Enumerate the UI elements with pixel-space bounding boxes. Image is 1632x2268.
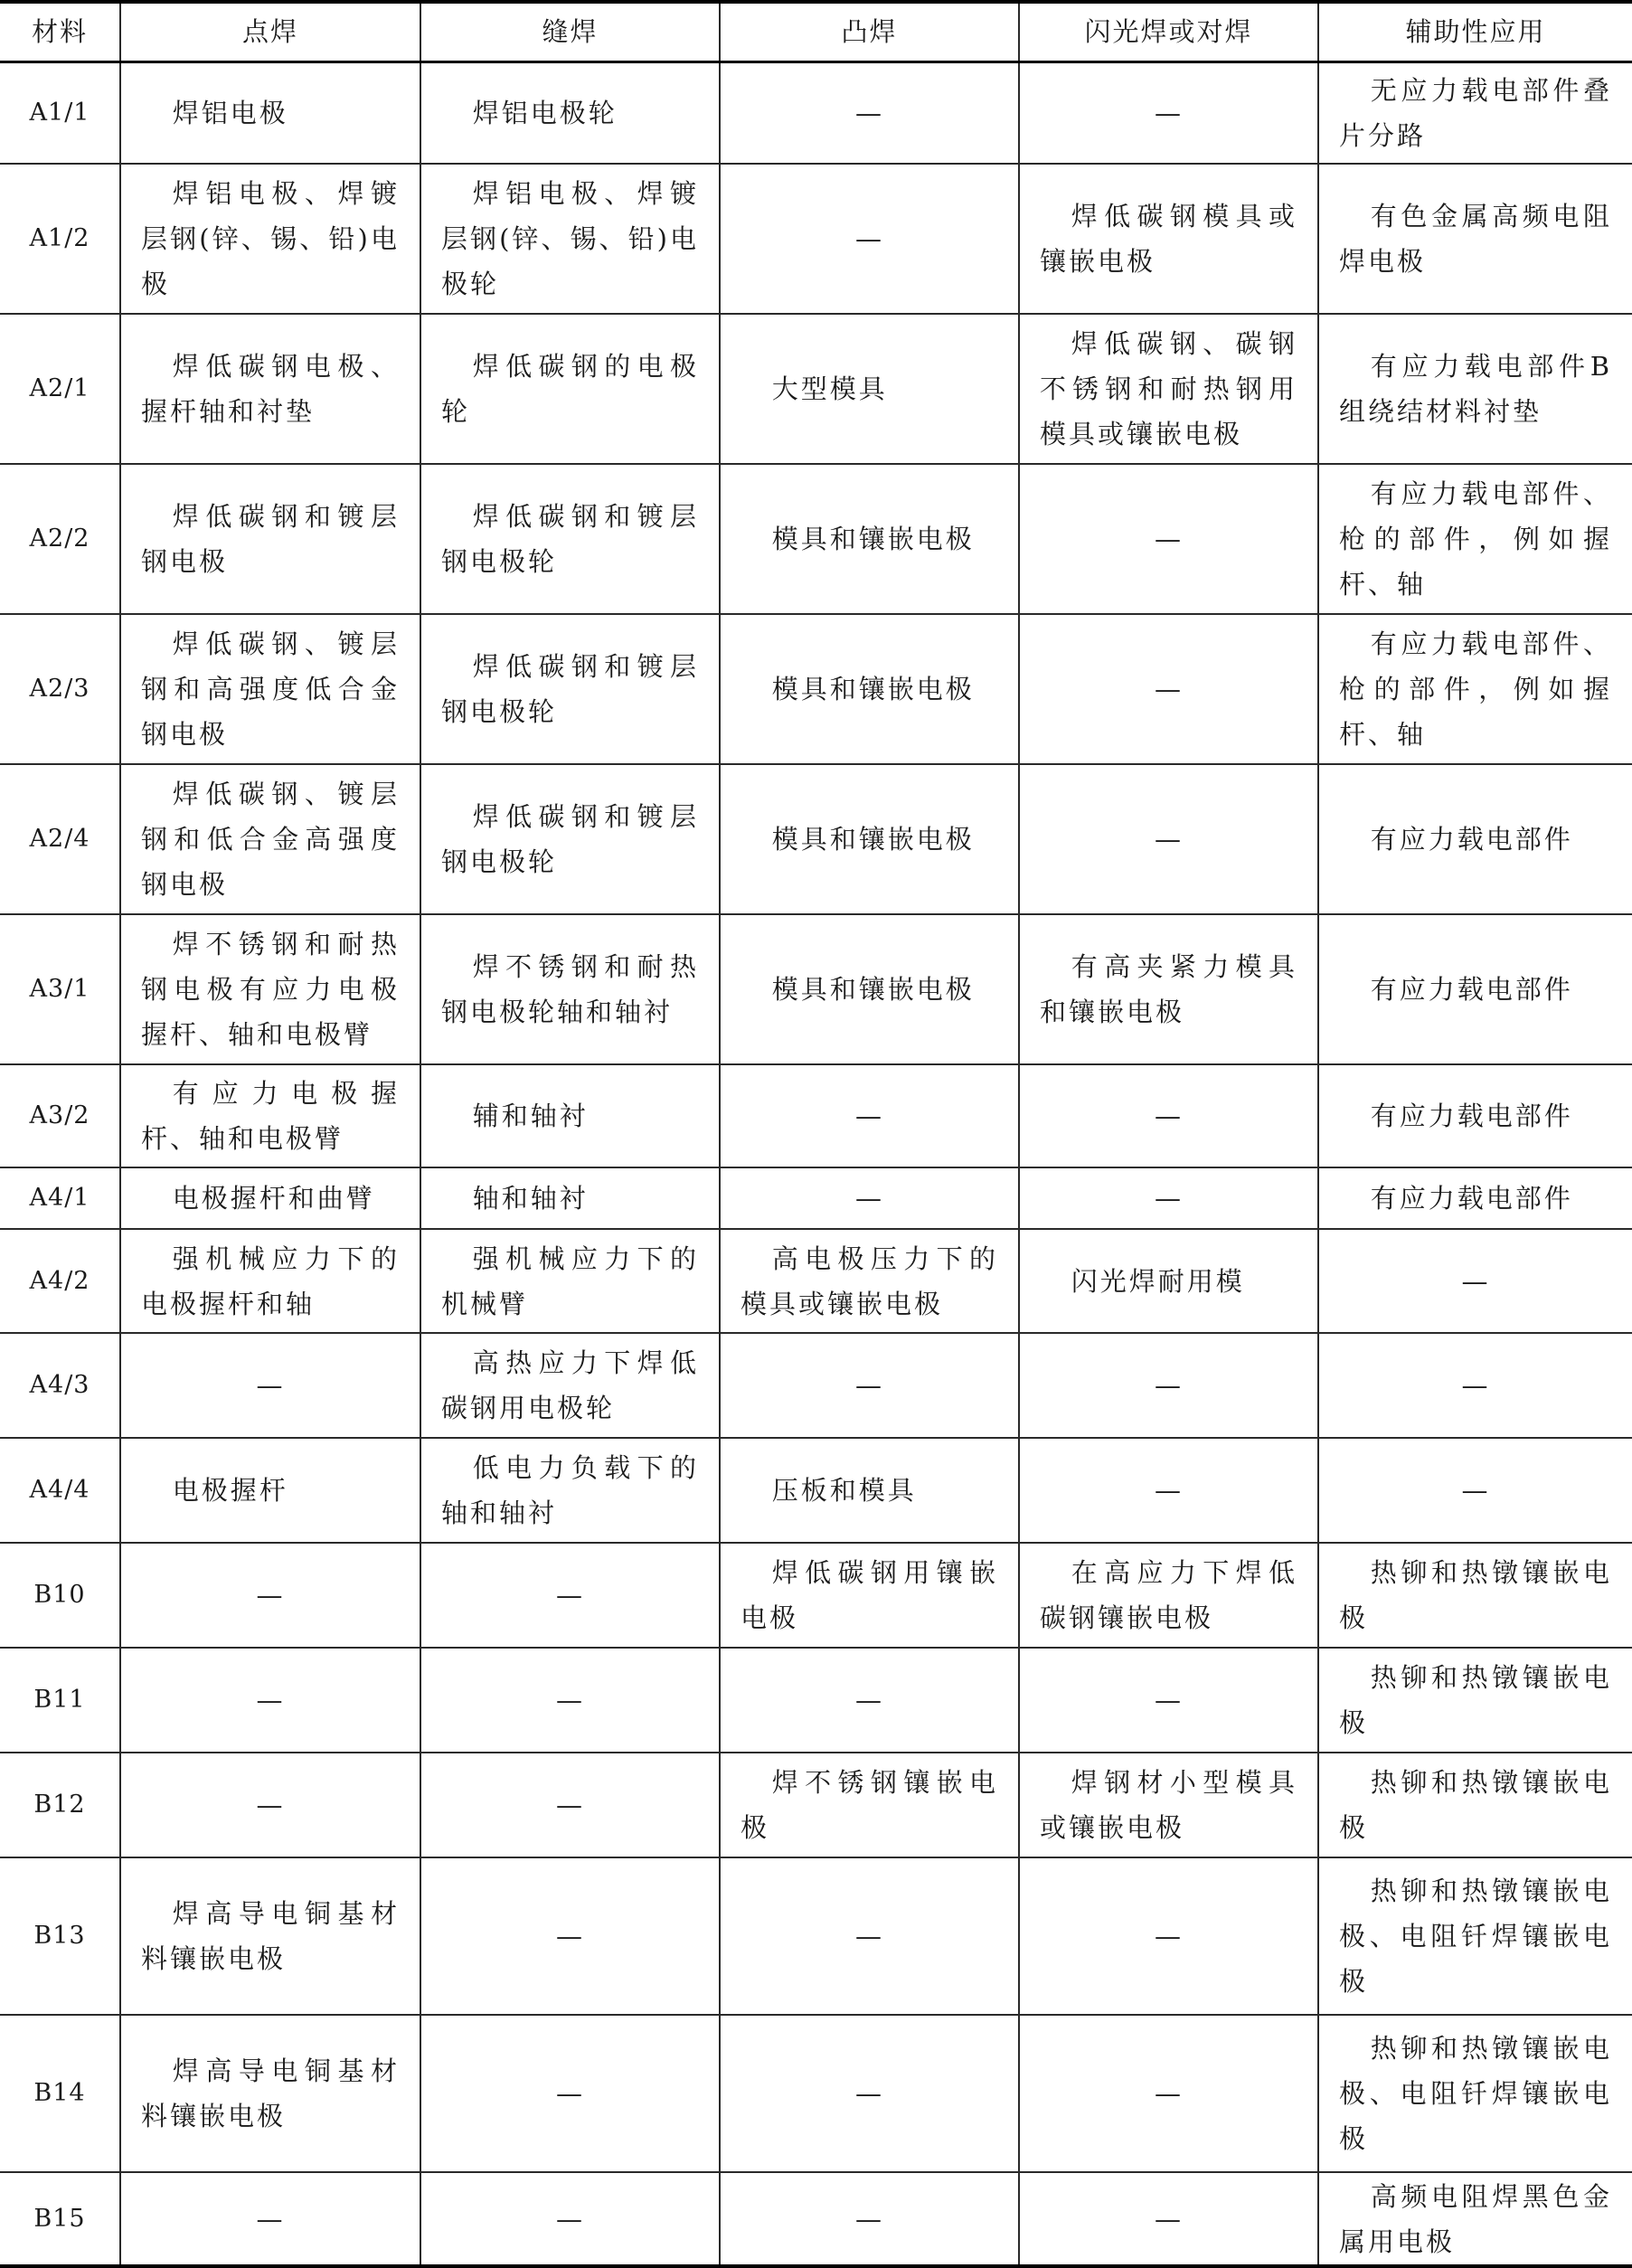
cell-projection-welding — [720, 614, 1019, 764]
header-auxiliary-application: 辅助性应用 — [1318, 2, 1632, 61]
cell-text: 焊高导电铜基材料镶嵌电极 — [141, 1898, 400, 1974]
cell-text: 焊高导电铜基材料镶嵌电极 — [141, 2055, 400, 2131]
cell-material: B10 — [0, 1543, 120, 1648]
cell-material: B13 — [0, 1857, 120, 2015]
cell-text: 焊低碳钢的电极轮 — [441, 351, 699, 427]
cell-seam-welding — [420, 1333, 720, 1438]
cell-projection-welding — [720, 764, 1019, 914]
cell-seam-welding — [420, 61, 720, 164]
cell-flash-butt-welding: — — [1019, 1333, 1318, 1438]
cell-text: 电极握杆 — [172, 1475, 288, 1506]
cell-text: 模具和镶嵌电极 — [771, 524, 975, 554]
cell-text: 在高应力下焊低碳钢镶嵌电极 — [1040, 1557, 1297, 1633]
cell-projection-welding: — — [720, 1064, 1019, 1167]
cell-projection-welding: — — [720, 2015, 1019, 2172]
cell-seam-welding — [420, 914, 720, 1064]
cell-flash-butt-welding: — — [1019, 1064, 1318, 1167]
cell-seam-welding — [420, 1167, 720, 1229]
cell-text: 压板和模具 — [771, 1475, 917, 1506]
cell-text: 有应力载电部件 — [1370, 974, 1573, 1005]
cell-spot-welding: — — [120, 1753, 420, 1857]
cell-flash-butt-welding: — — [1019, 1648, 1318, 1753]
cell-text: 热铆和热镦镶嵌电极 — [1339, 1662, 1612, 1738]
cell-material: A2/2 — [0, 464, 120, 614]
cell-spot-welding — [120, 464, 420, 614]
table-row — [0, 914, 1632, 1064]
cell-text: 有高夹紧力模具和镶嵌电极 — [1040, 951, 1297, 1027]
cell-seam-welding: — — [420, 1753, 720, 1857]
cell-auxiliary-application — [1318, 2172, 1632, 2266]
cell-material: A2/4 — [0, 764, 120, 914]
cell-flash-butt-welding — [1019, 1229, 1318, 1333]
cell-projection-welding: — — [720, 61, 1019, 164]
cell-material: B14 — [0, 2015, 120, 2172]
cell-flash-butt-welding — [1019, 164, 1318, 314]
cell-auxiliary-application: — — [1318, 1333, 1632, 1438]
cell-spot-welding — [120, 2015, 420, 2172]
header-material: 材料 — [0, 2, 120, 61]
cell-text: 焊铝电极轮 — [472, 97, 618, 128]
table-row — [0, 464, 1632, 614]
cell-material: A3/2 — [0, 1064, 120, 1167]
cell-seam-welding: — — [420, 2015, 720, 2172]
cell-spot-welding — [120, 1064, 420, 1167]
cell-seam-welding — [420, 1438, 720, 1543]
cell-seam-welding: — — [420, 1648, 720, 1753]
cell-text: 焊钢材小型模具或镶嵌电极 — [1040, 1767, 1297, 1843]
cell-text: 辅和轴衬 — [472, 1101, 589, 1131]
header-spot-welding: 点焊 — [120, 2, 420, 61]
cell-material: A4/3 — [0, 1333, 120, 1438]
cell-flash-butt-welding: — — [1019, 464, 1318, 614]
cell-text: 无应力载电部件叠片分路 — [1339, 74, 1612, 151]
cell-spot-welding — [120, 764, 420, 914]
table-row — [0, 2172, 1632, 2266]
table-row — [0, 1167, 1632, 1229]
cell-text: 焊不锈钢镶嵌电极 — [741, 1767, 998, 1843]
header-seam-welding: 缝焊 — [420, 2, 720, 61]
cell-material: A4/4 — [0, 1438, 120, 1543]
table-row — [0, 614, 1632, 764]
cell-text: 高热应力下焊低碳钢用电极轮 — [441, 1347, 699, 1423]
header-flash-butt-welding: 闪光焊或对焊 — [1019, 2, 1318, 61]
cell-seam-welding — [420, 164, 720, 314]
cell-text: 低电力负载下的轴和轴衬 — [441, 1452, 699, 1528]
cell-projection-welding — [720, 914, 1019, 1064]
cell-text: 热铆和热镦镶嵌电极、电阻钎焊镶嵌电极 — [1339, 1876, 1612, 1997]
cell-text: 有应力载电部件 — [1370, 1101, 1573, 1131]
cell-spot-welding: — — [120, 1543, 420, 1648]
cell-text: 焊铝电极 — [172, 97, 288, 128]
cell-text: 焊低碳钢电极、握杆轴和衬垫 — [141, 351, 400, 427]
cell-seam-welding — [420, 1229, 720, 1333]
cell-flash-butt-welding: — — [1019, 764, 1318, 914]
cell-auxiliary-application — [1318, 1167, 1632, 1229]
cell-text: 热铆和热镦镶嵌电极 — [1339, 1557, 1612, 1633]
cell-seam-welding — [420, 314, 720, 464]
cell-text: 强机械应力下的机械臂 — [441, 1243, 699, 1319]
cell-text: 焊低碳钢、镀层钢和高强度低合金钢电极 — [141, 628, 400, 750]
cell-text: 焊低碳钢、碳钢不锈钢和耐热钢用模具或镶嵌电极 — [1040, 328, 1297, 449]
table-row — [0, 1543, 1632, 1648]
cell-material: B12 — [0, 1753, 120, 1857]
table-row — [0, 1333, 1632, 1438]
table-row — [0, 61, 1632, 164]
cell-spot-welding — [120, 61, 420, 164]
cell-text: 强机械应力下的电极握杆和轴 — [141, 1243, 400, 1319]
cell-text: 电极握杆和曲臂 — [172, 1183, 375, 1214]
cell-text: 闪光焊耐用模 — [1071, 1265, 1245, 1297]
cell-spot-welding — [120, 1438, 420, 1543]
cell-auxiliary-application — [1318, 614, 1632, 764]
cell-flash-butt-welding — [1019, 914, 1318, 1064]
cell-auxiliary-application — [1318, 914, 1632, 1064]
cell-text: 有应力载电部件、枪的部件，例如握杆、轴 — [1339, 478, 1612, 600]
cell-text: 焊不锈钢和耐热钢电极轮轴和轴衬 — [441, 951, 699, 1027]
header-row — [0, 2, 1632, 61]
cell-projection-welding — [720, 314, 1019, 464]
cell-projection-welding: — — [720, 1857, 1019, 2015]
cell-text: 有色金属高频电阻焊电极 — [1339, 201, 1612, 277]
cell-flash-butt-welding: — — [1019, 614, 1318, 764]
cell-projection-welding — [720, 464, 1019, 614]
header-projection-welding: 凸焊 — [720, 2, 1019, 61]
cell-spot-welding — [120, 314, 420, 464]
cell-text: 焊低碳钢用镶嵌电极 — [741, 1557, 998, 1633]
cell-auxiliary-application — [1318, 164, 1632, 314]
cell-flash-butt-welding: — — [1019, 61, 1318, 164]
table-row — [0, 314, 1632, 464]
cell-flash-butt-welding: — — [1019, 1167, 1318, 1229]
cell-material: A3/1 — [0, 914, 120, 1064]
cell-text: 焊铝电极、焊镀层钢(锌、锡、铅)电极轮 — [441, 178, 699, 299]
cell-text: 有应力载电部件B组绕结材料衬垫 — [1339, 351, 1612, 427]
cell-text: 有应力载电部件 — [1370, 1183, 1573, 1214]
cell-seam-welding: — — [420, 2172, 720, 2266]
table-row — [0, 1229, 1632, 1333]
cell-material: B15 — [0, 2172, 120, 2266]
cell-flash-butt-welding: — — [1019, 2172, 1318, 2266]
cell-spot-welding: — — [120, 1648, 420, 1753]
cell-text: 模具和镶嵌电极 — [771, 674, 975, 704]
cell-spot-welding — [120, 1229, 420, 1333]
cell-text: 焊低碳钢和镀层钢电极轮 — [441, 651, 699, 727]
cell-flash-butt-welding — [1019, 1543, 1318, 1648]
cell-projection-welding — [720, 1753, 1019, 1857]
cell-text: 焊低碳钢和镀层钢电极轮 — [441, 801, 699, 877]
cell-text: 焊低碳钢、镀层钢和低合金高强度钢电极 — [141, 779, 400, 900]
cell-projection-welding: — — [720, 1648, 1019, 1753]
cell-text: 大型模具 — [771, 373, 888, 404]
cell-projection-welding — [720, 1229, 1019, 1333]
cell-flash-butt-welding: — — [1019, 1438, 1318, 1543]
table-body — [0, 61, 1632, 2266]
cell-text: 模具和镶嵌电极 — [771, 974, 975, 1005]
table-row — [0, 1857, 1632, 2015]
cell-flash-butt-welding: — — [1019, 2015, 1318, 2172]
cell-text: 有应力电极握杆、轴和电极臂 — [141, 1078, 400, 1154]
cell-auxiliary-application — [1318, 764, 1632, 914]
cell-auxiliary-application — [1318, 1543, 1632, 1648]
cell-auxiliary-application — [1318, 1753, 1632, 1857]
cell-spot-welding: — — [120, 1333, 420, 1438]
cell-material: A2/1 — [0, 314, 120, 464]
cell-auxiliary-application — [1318, 1648, 1632, 1753]
cell-seam-welding — [420, 464, 720, 614]
cell-material: A1/1 — [0, 61, 120, 164]
cell-text: 高频电阻焊黑色金属用电极 — [1339, 2180, 1612, 2257]
cell-flash-butt-welding: — — [1019, 1857, 1318, 2015]
cell-spot-welding — [120, 1857, 420, 2015]
cell-auxiliary-application — [1318, 61, 1632, 164]
cell-projection-welding: — — [720, 164, 1019, 314]
cell-auxiliary-application — [1318, 1857, 1632, 2015]
table-header — [0, 2, 1632, 61]
cell-spot-welding — [120, 1167, 420, 1229]
cell-auxiliary-application — [1318, 2015, 1632, 2172]
table-row — [0, 1438, 1632, 1543]
cell-auxiliary-application: — — [1318, 1438, 1632, 1543]
cell-spot-welding — [120, 614, 420, 764]
cell-auxiliary-application — [1318, 1064, 1632, 1167]
cell-projection-welding — [720, 1543, 1019, 1648]
cell-material: A4/2 — [0, 1229, 120, 1333]
cell-seam-welding — [420, 764, 720, 914]
cell-text: 焊低碳钢和镀层钢电极轮 — [441, 501, 699, 577]
cell-projection-welding: — — [720, 1167, 1019, 1229]
cell-projection-welding — [720, 1438, 1019, 1543]
cell-projection-welding: — — [720, 1333, 1019, 1438]
cell-material: A4/1 — [0, 1167, 120, 1229]
table-row — [0, 164, 1632, 314]
cell-auxiliary-application — [1318, 464, 1632, 614]
cell-auxiliary-application — [1318, 314, 1632, 464]
cell-material: A1/2 — [0, 164, 120, 314]
cell-seam-welding — [420, 1064, 720, 1167]
cell-text: 焊低碳钢和镀层钢电极 — [141, 501, 400, 577]
table-row — [0, 764, 1632, 914]
table-row — [0, 1064, 1632, 1167]
cell-text: 有应力载电部件、枪的部件，例如握杆、轴 — [1339, 628, 1612, 750]
cell-text: 热铆和热镦镶嵌电极 — [1339, 1767, 1612, 1843]
cell-seam-welding — [420, 614, 720, 764]
cell-seam-welding: — — [420, 1857, 720, 2015]
cell-text: 模具和镶嵌电极 — [771, 824, 975, 855]
table-row — [0, 1648, 1632, 1753]
table-row — [0, 2015, 1632, 2172]
cell-material: A2/3 — [0, 614, 120, 764]
cell-text: 焊低碳钢模具或镶嵌电极 — [1040, 201, 1297, 277]
cell-text: 焊不锈钢和耐热钢电极有应力电极握杆、轴和电极臂 — [141, 929, 400, 1050]
table-row — [0, 1753, 1632, 1857]
cell-flash-butt-welding — [1019, 1753, 1318, 1857]
cell-text: 轴和轴衬 — [472, 1183, 589, 1214]
cell-flash-butt-welding — [1019, 314, 1318, 464]
cell-text: 有应力载电部件 — [1370, 824, 1573, 855]
cell-projection-welding: — — [720, 2172, 1019, 2266]
cell-seam-welding: — — [420, 1543, 720, 1648]
cell-spot-welding: — — [120, 2172, 420, 2266]
cell-text: 高电极压力下的模具或镶嵌电极 — [741, 1243, 998, 1319]
cell-text: 焊铝电极、焊镀层钢(锌、锡、铅)电极 — [141, 178, 400, 299]
cell-material: B11 — [0, 1648, 120, 1753]
cell-spot-welding — [120, 914, 420, 1064]
cell-spot-welding — [120, 164, 420, 314]
cell-auxiliary-application: — — [1318, 1229, 1632, 1333]
cell-text: 热铆和热镦镶嵌电极、电阻钎焊镶嵌电极 — [1339, 2033, 1612, 2154]
